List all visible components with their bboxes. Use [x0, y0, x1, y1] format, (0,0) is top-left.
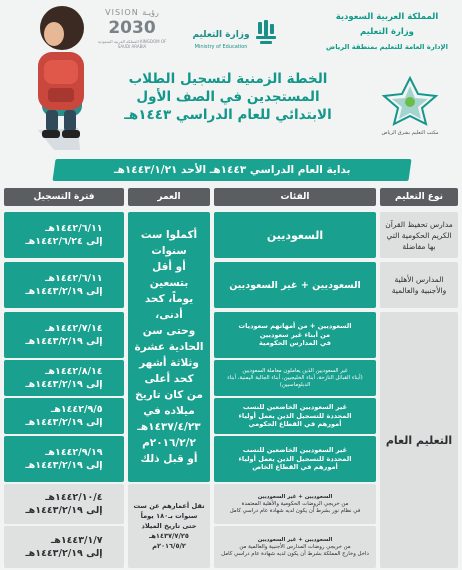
- category-row-7-line-1: السعوديين + غير السعوديين: [257, 493, 333, 500]
- category-row-5-line-2: المحددة للتسجيل الذين يعمل أولياء: [238, 411, 352, 420]
- period-3-from: ١٤٤٢/٧/١٤هـ: [45, 323, 103, 334]
- type-public-label: التعليم العام: [385, 433, 453, 447]
- vision-label: VISION رؤيـة: [105, 8, 159, 17]
- type-public-education: [380, 312, 458, 568]
- age-main-line-3: أو أقل بتسعين: [149, 261, 189, 289]
- page-title: [104, 70, 352, 124]
- age-main: [128, 212, 210, 482]
- type-private-schools: المدارس الأهلية والأجنبية والعالمية: [380, 262, 458, 308]
- column-header-categories: الفئات: [214, 188, 376, 206]
- age-main-line-12: ٢٠١٦/٢/٢م: [142, 437, 196, 449]
- header: [0, 0, 462, 155]
- period-1-to: إلى ١٤٤٢/٦/٢٤هـ: [25, 236, 103, 247]
- category-row-3-line-3: في المدارس الحكومية: [259, 339, 331, 348]
- category-row-8-line-3: داخل وخارج المملكة بشرط أن يكون لديه شهادة عام دراسي كامل: [221, 550, 369, 557]
- period-row-8: [4, 526, 124, 568]
- age-main-line-5: وحتى سن: [142, 325, 196, 337]
- moe-logo: [190, 16, 280, 62]
- period-row-5: [4, 398, 124, 434]
- period-6-to: إلى ١٤٤٣/٢/١٩هـ: [25, 460, 103, 471]
- period-4-from: ١٤٤٢/٨/١٤هـ: [45, 366, 103, 377]
- period-1-from: ١٤٤٢/٦/١١هـ: [45, 223, 103, 234]
- category-row-4-line-2: (أبناء القبائل النازحة، أبناء الخليجيين، أبناء الجالية اليمنية، أبناء الدبلوماسيين): [227, 374, 363, 388]
- category-saudis: السعوديين: [214, 212, 376, 258]
- period-2-from: ١٤٤٢/٦/١١هـ: [45, 273, 103, 284]
- category-row-6-line-2: المحددة للتسجيل الذين يعمل أولياء: [238, 454, 352, 463]
- age-kg-line-5: ٢٠١٦/٥/٢م: [152, 542, 186, 550]
- category-row-4-line-1: غير السعوديين الذين يعاملون معاملة السعوديين: [242, 367, 348, 374]
- age-main-line-7: وثلاثة أشهر: [139, 357, 199, 369]
- office-badge-caption: مكتب التعليم بشرق الرياض: [381, 130, 439, 136]
- title-line-1: الخطة الزمنية لتسجيل الطلاب: [128, 71, 328, 87]
- vision-2030-logo: [92, 8, 172, 58]
- age-main-line-2: سنوات: [151, 245, 187, 257]
- age-kg-line-3: حتى تاريخ الميلاد: [141, 522, 197, 530]
- period-5-from: ١٤٤٢/٩/٥هـ: [50, 404, 103, 415]
- period-5-to: إلى ١٤٤٣/٢/١٩هـ: [25, 417, 103, 428]
- period-8-from: ١٤٤٣/١/٧هـ: [50, 535, 103, 546]
- vision-sub: المملكة العربية السعودية KINGDOM OF SAUDI ARABIA: [97, 39, 167, 49]
- age-main-line-4: يوماً، كحد أدنى،: [144, 293, 194, 321]
- school-year-start-text: بداية العام الدراسي ١٤٤٣هـ الأحد ١٤٤٣/١/٢١هـ: [113, 164, 351, 176]
- category-row-3: [214, 312, 376, 358]
- moe-text-en: Ministry of Education: [194, 44, 248, 50]
- period-8-to: إلى ١٤٤٣/٢/١٩هـ: [25, 548, 103, 559]
- category-row-7-line-3: في نظام نور بشرط أن يكون لديه شهادة عام دراسي كامل: [229, 507, 361, 514]
- age-main-line-10: ميلاده في: [143, 405, 195, 417]
- moe-text: وزارة التعليم: [192, 30, 250, 40]
- category-row-4: [214, 360, 376, 396]
- period-7-to: إلى ١٤٤٣/٢/١٩هـ: [25, 505, 103, 516]
- column-header-period: فترة التسجيل: [4, 188, 124, 206]
- vision-year: 2030: [108, 18, 156, 38]
- category-row-3-line-2: من أبناء غير سعوديين: [259, 330, 331, 339]
- period-row-3: [4, 312, 124, 358]
- type-quran-schools: مدارس تحفيظ القرآن الكريم الحكومية التي بها مفاضلة: [380, 212, 458, 258]
- title-line-3: الابتدائي للعام الدراسي ١٤٤٣هـ: [124, 107, 332, 123]
- ministry-name: وزارة التعليم: [360, 27, 414, 37]
- category-row-3-line-1: السعوديين + من أمهاتهم سعوديات: [238, 322, 352, 331]
- age-main-line-1: أكملوا ست: [140, 229, 198, 241]
- age-kg-line-4: ١٤٣٧/٧/٢٥هـ: [149, 532, 189, 540]
- age-kindergarten: [128, 484, 210, 568]
- kingdom-block: [322, 10, 452, 55]
- period-row-7: [4, 484, 124, 524]
- age-main-line-11: ١٤٣٧/٤/٢٣هـ: [137, 421, 201, 433]
- directorate-name: الإدارة العامة للتعليم بمنطقة الرياض: [326, 43, 448, 51]
- category-row-8-line-1: السعوديين + غير السعوديين: [257, 536, 333, 543]
- age-main-line-13: أو قبل ذلك: [140, 453, 198, 465]
- category-row-5-line-3: أمورهم في القطاع الحكومي: [248, 420, 342, 429]
- category-row-8: [214, 526, 376, 568]
- school-year-start-banner: [52, 159, 411, 181]
- category-row-6-line-3: أمورهم في القطاع الخاص: [252, 463, 338, 472]
- column-header-type: نوع التعليم: [380, 188, 458, 206]
- category-row-5: [214, 398, 376, 434]
- age-main-line-8: كحد أعلى: [144, 373, 194, 385]
- period-2-to: إلى ١٤٤٣/٢/١٩هـ: [25, 286, 103, 297]
- category-row-6-line-1: غير السعوديين الخاضعين للنسب: [242, 446, 348, 455]
- office-badge-icon: [372, 72, 448, 128]
- column-header-age: العمر: [128, 188, 210, 206]
- period-row-2: [4, 262, 124, 308]
- period-row-4: [4, 360, 124, 396]
- category-row-7-line-2: من خريجي الروضات الحكومية والأهلية المعتمدة: [241, 500, 349, 507]
- student-illustration-icon: [20, 0, 100, 150]
- age-kg-line-2: سنوات بـ١٨٠ يوماً: [140, 512, 198, 520]
- age-main-line-9: من كان تاريخ: [135, 389, 203, 401]
- period-3-to: إلى ١٤٤٣/٢/١٩هـ: [25, 336, 103, 347]
- age-kg-line-1: تقل أعمارهم عن ست: [133, 502, 205, 510]
- category-row-6: [214, 436, 376, 482]
- category-row-7: [214, 484, 376, 524]
- period-7-from: ١٤٤٢/١٠/٤هـ: [45, 492, 103, 503]
- category-saudis-non-saudis: السعوديين + غير السعوديين: [214, 262, 376, 308]
- category-row-8-line-2: من خريجي روضات المدارس الأجنبية والعالمية من: [239, 543, 351, 550]
- period-row-1: [4, 212, 124, 258]
- category-row-5-line-1: غير السعوديين الخاضعين للنسب: [242, 403, 348, 412]
- period-6-from: ١٤٤٢/٩/١٩هـ: [45, 447, 103, 458]
- title-line-2: المستجدين في الصف الأول: [136, 89, 320, 105]
- period-4-to: إلى ١٤٤٣/٢/١٩هـ: [25, 379, 103, 390]
- kingdom-name: المملكة العربية السعودية: [335, 12, 439, 22]
- office-badge: [372, 72, 448, 136]
- period-row-6: [4, 436, 124, 482]
- age-main-line-6: الحادية عشرة: [134, 341, 204, 353]
